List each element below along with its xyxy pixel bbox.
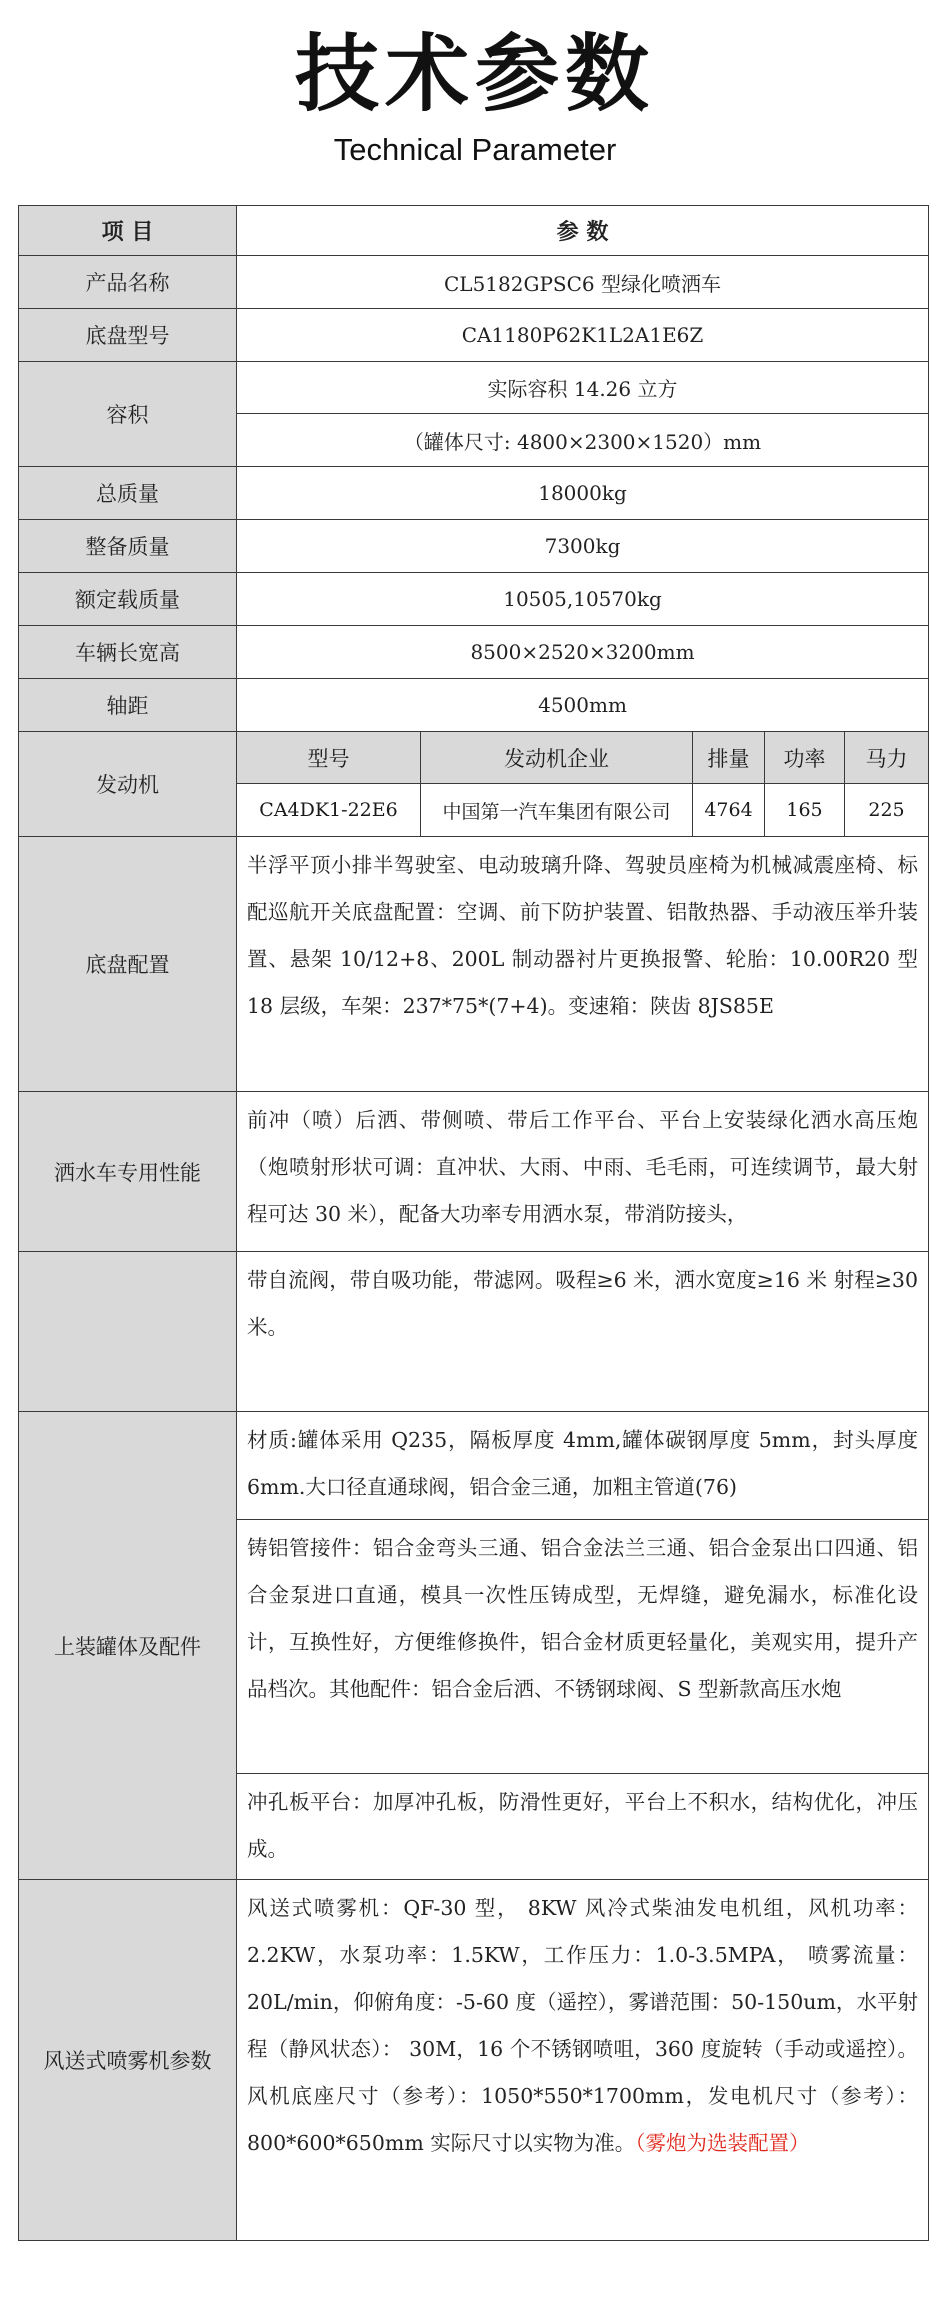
mist-note: （雾炮为选装配置） [635, 2131, 810, 2155]
chassis-model-label: 底盘型号 [19, 309, 237, 362]
mist-label: 风送式喷雾机参数 [19, 1880, 237, 2241]
sprinkler-label: 洒水车专用性能 [19, 1092, 237, 1252]
volume-value-2: （罐体尺寸: 4800×2300×1520）mm [237, 414, 929, 467]
engine-header-displacement: 排量 [693, 732, 765, 784]
curb-mass-label: 整备质量 [19, 520, 237, 573]
upper-body-platform: 冲孔板平台：加厚冲孔板，防滑性更好，平台上不积水，结构优化，冲压成。 [237, 1774, 929, 1880]
engine-displacement: 4764 [693, 784, 765, 837]
table-row [19, 1880, 929, 2241]
page-header [0, 0, 950, 205]
sprinkler-text-1: 前冲（喷）后洒、带侧喷、带后工作平台、平台上安装绿化洒水高压炮（炮喷射形状可调：直冲状、大雨、中雨、毛毛雨，可连续调节，最大射程可达 30 米），配备大功率专用洒水泵，带消防接头， [237, 1092, 929, 1252]
wheelbase-label: 轴距 [19, 679, 237, 732]
engine-header-hp: 马力 [845, 732, 929, 784]
dimensions-value: 8500×2520×3200mm [237, 626, 929, 679]
table-row [19, 837, 929, 1092]
title-chinese: 技术参数 [294, 25, 655, 123]
product-name-value: CL5182GPSC6 型绿化喷洒车 [237, 256, 929, 309]
engine-header-row [19, 732, 929, 784]
dimensions-label: 车辆长宽高 [19, 626, 237, 679]
total-mass-value: 18000kg [237, 467, 929, 520]
upper-body-fittings: 铸铝管接件：铝合金弯头三通、铝合金法兰三通、铝合金泵出口四通、铝合金泵进口直通，模具一次性压铸成型，无焊缝，避免漏水，标准化设计，互换性好，方便维修换件，铝合金材质更轻量化，美观实用，提升产品档次。其他配件：铝合金后洒、不锈钢球阀、S 型新款高压水炮 [237, 1520, 929, 1774]
title-english: Technical Parameter [333, 132, 617, 167]
engine-hp: 225 [845, 784, 929, 837]
table-row [19, 256, 929, 309]
wheelbase-value: 4500mm [237, 679, 929, 732]
table-row [19, 362, 929, 414]
engine-model: CA4DK1-22E6 [237, 784, 421, 837]
engine-header-maker: 发动机企业 [421, 732, 693, 784]
engine-header-model: 型号 [237, 732, 421, 784]
table-row [19, 626, 929, 679]
rated-load-value: 10505,10570kg [237, 573, 929, 626]
upper-body-material: 材质:罐体采用 Q235，隔板厚度 4mm,罐体碳钢厚度 5mm，封头厚度 6mm.大口径直通球阀，铝合金三通，加粗主管道(76) [237, 1412, 929, 1520]
chassis-config-label: 底盘配置 [19, 837, 237, 1092]
table-head-row [19, 206, 929, 256]
chassis-config-text: 半浮平顶小排半驾驶室、电动玻璃升降、驾驶员座椅为机械减震座椅、标配巡航开关底盘配置：空调、前下防护装置、铝散热器、手动液压举升装置、悬架 10/12+8、200L 制动器衬片更换报警、轮胎：10.00R20 型 18 层级，车架：237*75*(7+4)。变速箱：陕齿 8JS85E [237, 837, 929, 1092]
total-mass-label: 总质量 [19, 467, 237, 520]
table-row [19, 1252, 929, 1412]
table-row [19, 679, 929, 732]
upper-body-label: 上装罐体及配件 [19, 1412, 237, 1880]
curb-mass-value: 7300kg [237, 520, 929, 573]
product-name-label: 产品名称 [19, 256, 237, 309]
head-item: 项 目 [19, 206, 237, 256]
engine-header-power: 功率 [765, 732, 845, 784]
engine-power: 165 [765, 784, 845, 837]
table-row [19, 1412, 929, 1520]
head-param: 参 数 [237, 206, 929, 256]
spec-table [18, 205, 929, 2241]
chassis-model-value: CA1180P62K1L2A1E6Z [237, 309, 929, 362]
mist-text: 风送式喷雾机：QF-30 型， 8KW 风冷式柴油发电机组，风机功率：2.2KW，水泵功率：1.5KW，工作压力：1.0-3.5MPA， 喷雾流量：20L/min，仰俯角度：-5-60 度（遥控），雾谱范围：50-150um，水平射程（静风状态）： 30M，16 个不锈钢喷咀，360 度旋转（手动或遥控）。风机底座尺寸（参考）：1050*550*1700mm，发电机尺寸（参考）：800*600*650mm 实际尺寸以实物为准。 [247, 1896, 919, 2155]
sprinkler-text-2: 带自流阀，带自吸功能，带滤网。吸程≥6 米，洒水宽度≥16 米 射程≥30 米。 [237, 1252, 929, 1412]
mist-text-cell [237, 1880, 929, 2241]
table-row [19, 1092, 929, 1252]
sprinkler-label-continued [19, 1252, 237, 1412]
engine-maker: 中国第一汽车集团有限公司 [421, 784, 693, 837]
volume-label: 容积 [19, 362, 237, 467]
engine-label: 发动机 [19, 732, 237, 837]
rated-load-label: 额定载质量 [19, 573, 237, 626]
table-row [19, 573, 929, 626]
volume-value-1: 实际容积 14.26 立方 [237, 362, 929, 414]
table-row [19, 520, 929, 573]
table-row [19, 467, 929, 520]
table-row [19, 309, 929, 362]
